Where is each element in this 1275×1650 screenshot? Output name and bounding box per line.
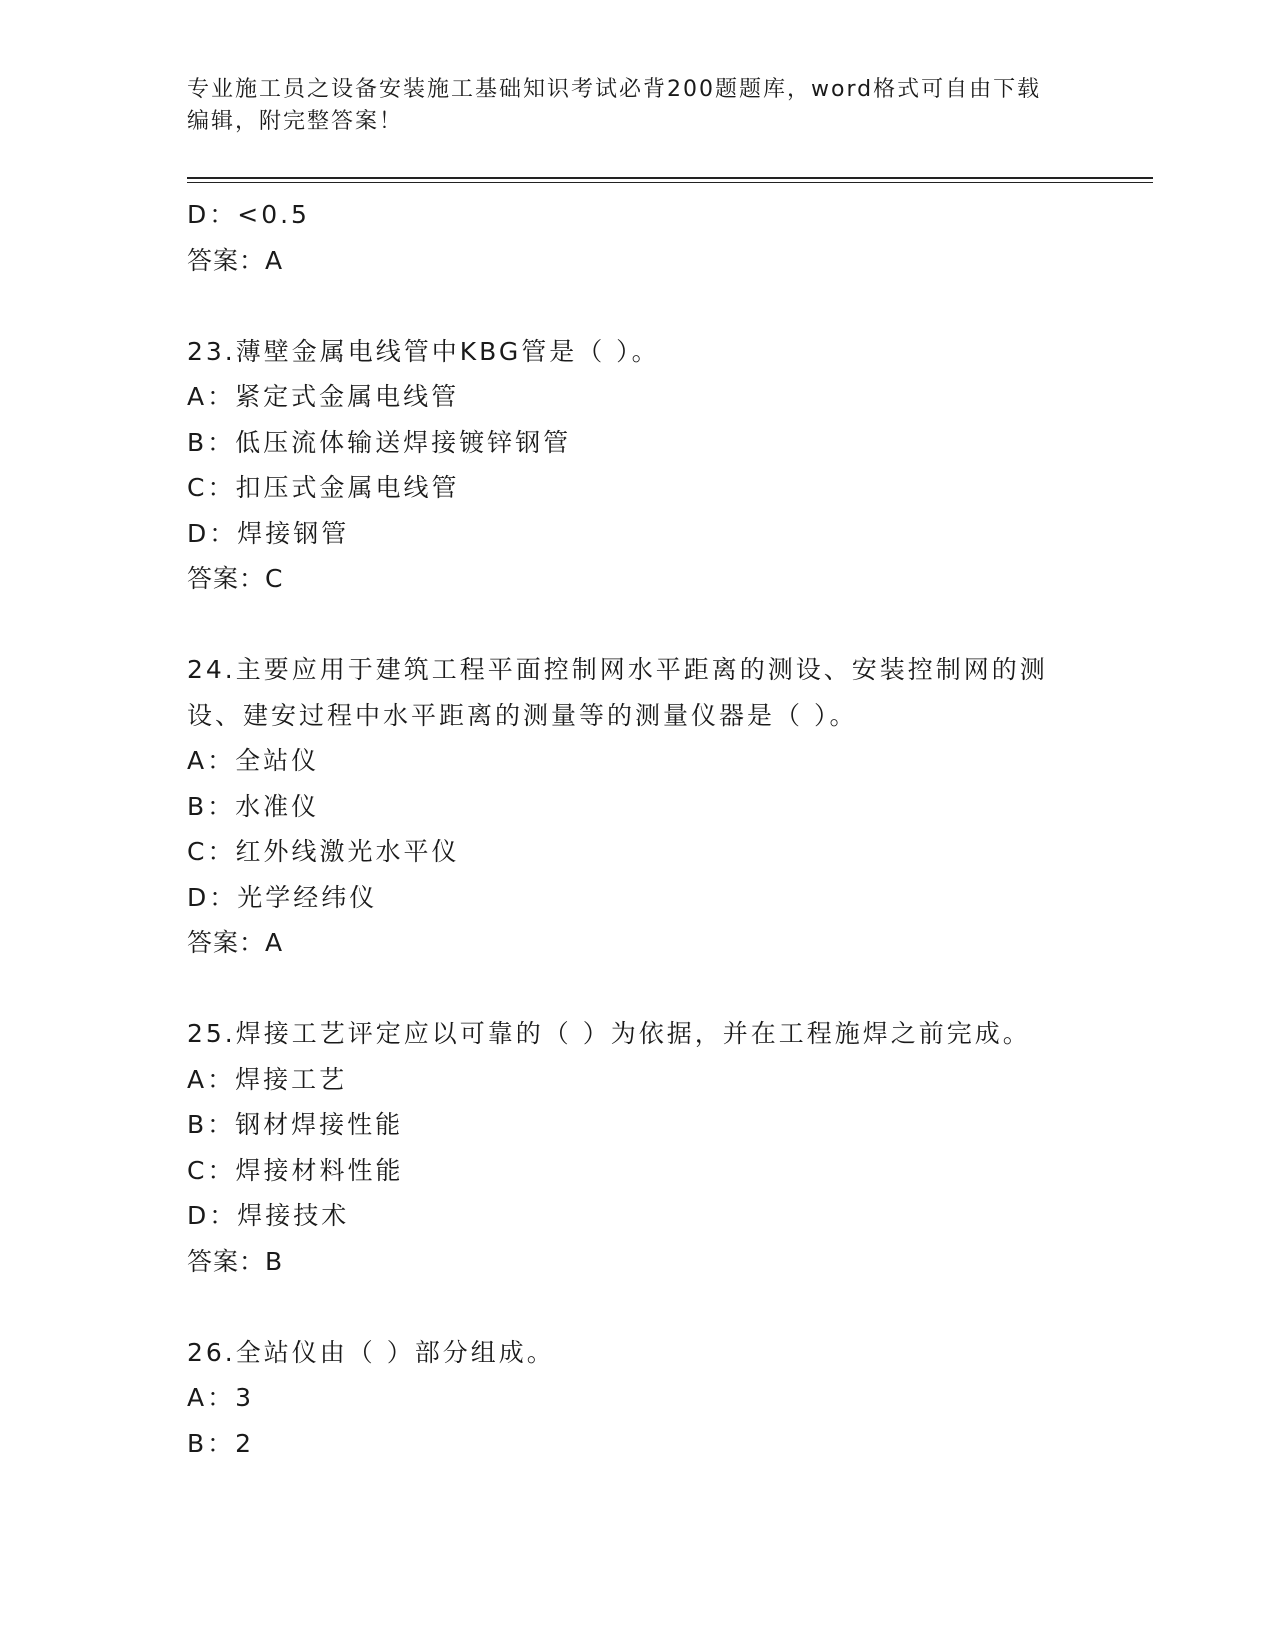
question-24 bbox=[187, 647, 1147, 966]
option-d: D：焊接技术 bbox=[187, 1201, 350, 1230]
option-a: A：紧定式金属电线管 bbox=[187, 382, 460, 411]
question-stem: 25.焊接工艺评定应以可靠的（ ）为依据，并在工程施焊之前完成。 bbox=[187, 1019, 1031, 1048]
answer: 答案：B bbox=[187, 1246, 284, 1276]
answer: 答案：A bbox=[187, 928, 284, 957]
option-b: B：钢材焊接性能 bbox=[187, 1110, 404, 1139]
option-a: A：焊接工艺 bbox=[187, 1064, 348, 1094]
spacer bbox=[187, 966, 1147, 1012]
option-d: D：焊接钢管 bbox=[187, 518, 350, 548]
header-line-1: 专业施工员之设备安装施工基础知识考试必背200题题库，word格式可自由下载 bbox=[187, 77, 1042, 102]
answer: 答案：C bbox=[187, 564, 284, 593]
option-b: B：2 bbox=[187, 1428, 255, 1458]
spacer bbox=[187, 1284, 1147, 1330]
question-stem-continued: 设、建安过程中水平距离的测量等的测量仪器是（ ）。 bbox=[187, 700, 858, 730]
spacer bbox=[187, 283, 1147, 329]
option-c: C：红外线激光水平仪 bbox=[187, 837, 460, 866]
page-header bbox=[187, 74, 1087, 138]
option-d: D：光学经纬仪 bbox=[187, 882, 378, 912]
question-stem: 24.主要应用于建筑工程平面控制网水平距离的测设、安装控制网的测 bbox=[187, 655, 1048, 684]
question-stem: 23.薄壁金属电线管中KBG管是（ ）。 bbox=[187, 336, 660, 366]
header-divider bbox=[187, 177, 1153, 183]
option-b: B：低压流体输送焊接镀锌钢管 bbox=[187, 427, 572, 457]
option-a: A：3 bbox=[187, 1383, 255, 1412]
question-stem: 26.全站仪由（ ）部分组成。 bbox=[187, 1337, 555, 1367]
question-25 bbox=[187, 1011, 1147, 1284]
option-a: A：全站仪 bbox=[187, 746, 320, 775]
question-23 bbox=[187, 329, 1147, 602]
option-b: B：水准仪 bbox=[187, 791, 320, 821]
question-26 bbox=[187, 1330, 1147, 1467]
option-c: C：焊接材料性能 bbox=[187, 1155, 404, 1185]
header-line-2: 编辑，附完整答案！ bbox=[187, 109, 404, 134]
option-c: C：扣压式金属电线管 bbox=[187, 473, 460, 502]
spacer bbox=[187, 602, 1147, 648]
question-list bbox=[187, 192, 1147, 1466]
prev-answer: 答案：A bbox=[187, 245, 284, 275]
prev-option-d: D：<0.5 bbox=[187, 200, 310, 229]
